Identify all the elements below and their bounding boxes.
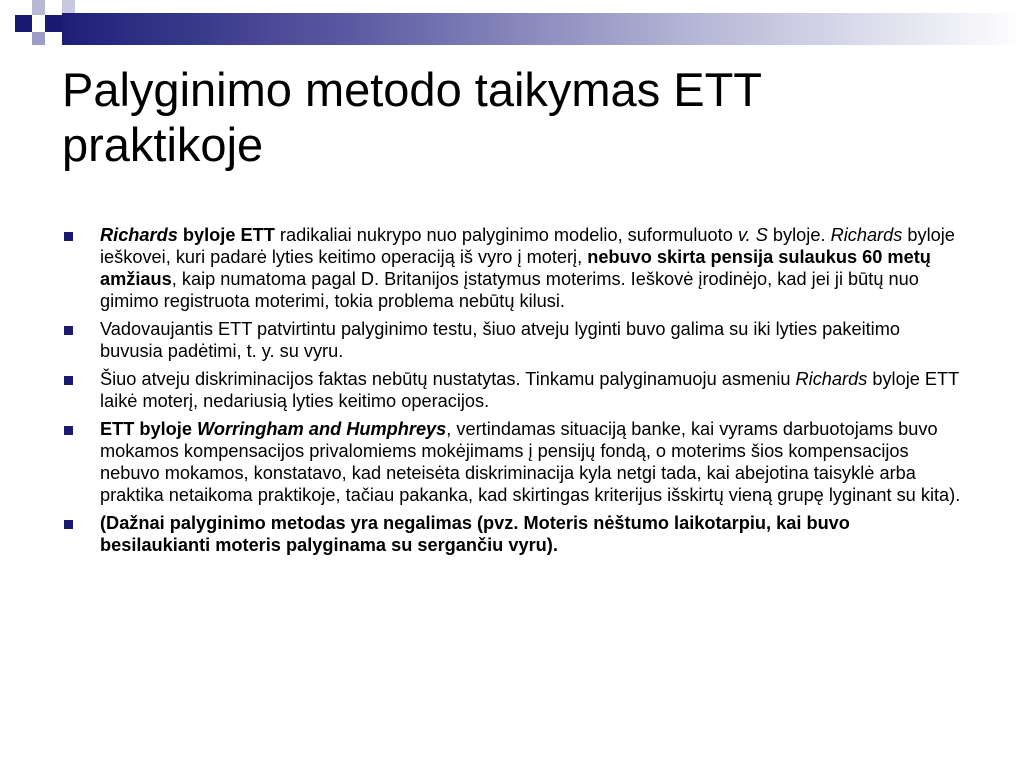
bullet-list bbox=[64, 224, 964, 562]
bullet-text-segment: v. S bbox=[737, 225, 768, 245]
bullet-text-segment: , kaip numatoma pagal D. Britanijos įstatymus moterims. Ieškovė įrodinėjo, kad jei ji būtų nuo gimimo registruota moterimi, tokia problema nebūtų kilusi. bbox=[100, 269, 919, 311]
bullet-item bbox=[64, 512, 964, 556]
bullet-text-segment: byloje. bbox=[767, 225, 831, 245]
square-bullet-icon bbox=[64, 376, 73, 385]
header-gradient-bar bbox=[62, 13, 1024, 45]
square-bullet-icon bbox=[64, 426, 73, 435]
header-decoration bbox=[0, 0, 1024, 50]
bullet-text-segment: byloje ETT bbox=[177, 225, 275, 245]
bullet-item bbox=[64, 224, 964, 312]
slide-title: Palyginimo metodo taikymas ETT praktikoje bbox=[62, 63, 762, 171]
bullet-text-segment: Vadovaujantis ETT patvirtintu palyginimo testu, šiuo atveju lyginti buvo galima su iki lyties pakeitimo buvusia padėtimi, t. y. su vyru. bbox=[100, 319, 900, 361]
bullet-text-segment: Richards bbox=[795, 369, 868, 389]
bullet-text-segment: ETT byloje bbox=[100, 419, 198, 439]
bullet-text-segment: Šiuo atveju diskriminacijos faktas nebūtų nustatytas. Tinkamu palyginamuoju asmeniu bbox=[100, 369, 796, 389]
decor-square bbox=[32, 32, 45, 45]
decor-square bbox=[15, 15, 32, 32]
decor-square bbox=[45, 15, 62, 32]
square-bullet-icon bbox=[64, 520, 73, 529]
bullet-text-segment: (Dažnai palyginimo metodas yra negalimas (pvz. Moteris nėštumo laikotarpiu, kai buvo besilaukianti moteris palyginama su sergančiu vyru). bbox=[100, 513, 850, 555]
bullet-text-segment: Worringham and Humphreys bbox=[197, 419, 447, 439]
bullet-text-segment: nebuvo skirta pensija sulaukus 60 metų amžiaus bbox=[100, 247, 931, 289]
decor-square bbox=[45, 32, 62, 45]
decor-square bbox=[32, 0, 45, 15]
bullet-text-segment: byloje ieškovei, kuri padarė lyties keitimo operaciją iš vyro į moterį, bbox=[100, 225, 955, 267]
bullet-text-segment: Richards bbox=[100, 225, 178, 245]
bullet-text-segment: , vertindamas situaciją banke, kai vyrams darbuotojams buvo mokamos kompensacijos privalomiems mokėjimams į pensijų fondą, o moterims šios kompensacijos nebuvo mokamos, konstatavo, kad neteisėta diskriminacija kyla netgi tada, kai abejotina taisyklė arba praktika netaikoma praktikoje, tačiau pakanka, kad skirtingas kriterijus išskirtų vieną grupę lyginant su kita). bbox=[100, 419, 961, 505]
bullet-text-segment: radikaliai nukrypo nuo palyginimo modelio, suformuluoto bbox=[274, 225, 738, 245]
bullet-text-segment: byloje ETT laikė moterį, nedariusią lyties keitimo operacijos. bbox=[100, 369, 959, 411]
square-bullet-icon bbox=[64, 232, 73, 241]
bullet-text-segment: Richards bbox=[830, 225, 903, 245]
square-bullet-icon bbox=[64, 326, 73, 335]
bullet-item bbox=[64, 418, 964, 506]
decor-square bbox=[62, 0, 75, 13]
bullet-item bbox=[64, 368, 964, 412]
bullet-item bbox=[64, 318, 964, 362]
